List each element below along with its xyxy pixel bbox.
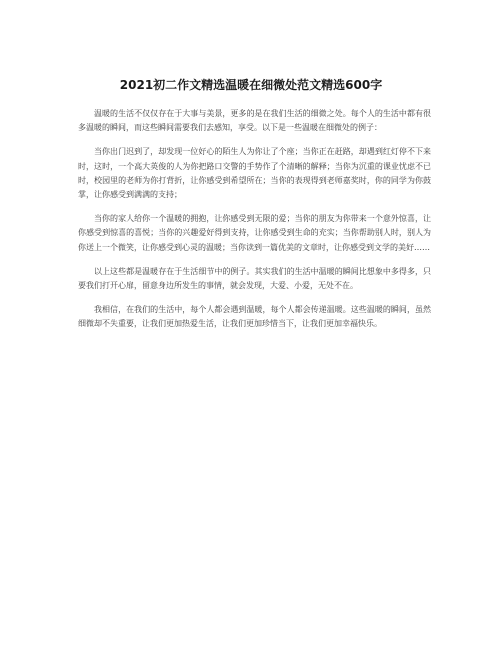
paragraph-summary: 以上这些都是温暖存在于生活细节中的例子。其实我们的生活中温暖的瞬间比想象中多得多，只要我们打开心扉，留意身边所发生的事情，就会发现，大爱、小爱，无处不在。 xyxy=(78,266,431,291)
paragraph-examples-family: 当你的家人给你一个温暖的拥抱，让你感受到无限的爱；当你的朋友为你带来一个意外惊喜，让你感受到惊喜的喜悦；当你的兴趣爱好得到支持，让你感受到生命的充实；当你帮助别人时，别人为你送上一个微笑，让你感受到心灵的温暖；当你读到一篇优美的文章时，让你感受到文学的美好…… xyxy=(78,214,431,252)
paragraph-intro: 温暖的生活不仅仅存在于大事与美景，更多的是在我们生活的细微之处。每个人的生活中都有很多温暖的瞬间，而这些瞬间需要我们去感知，享受。以下是一些温暖在细微处的例子： xyxy=(78,109,431,133)
document-body xyxy=(78,107,431,342)
document-title: 2021初二作文精选温暖在细微处范文精选600字 xyxy=(119,78,383,92)
paragraph-conclusion: 我相信，在我们的生活中，每个人都会遇到温暖，每个人都会传递温暖。这些温暖的瞬间，虽然细微却不失重要，让我们更加热爱生活，让我们更加珍惜当下，让我们更加幸福快乐。 xyxy=(78,305,431,329)
paragraph-examples-strangers: 当你出门迟到了，却发现一位好心的陌生人为你让了个座；当你正在赶路，却遇到红灯停不下来时，这时，一个高大英俊的人为你把路口交警的手势作了个清晰的解释；当你为沉重的课业忧虑不已时，校园里的老师为你打背折，让你感受到希望所在；当你的表现得到老师嘉奖时，你的同学为你鼓掌，让你感受到满满的支持； xyxy=(78,147,431,200)
